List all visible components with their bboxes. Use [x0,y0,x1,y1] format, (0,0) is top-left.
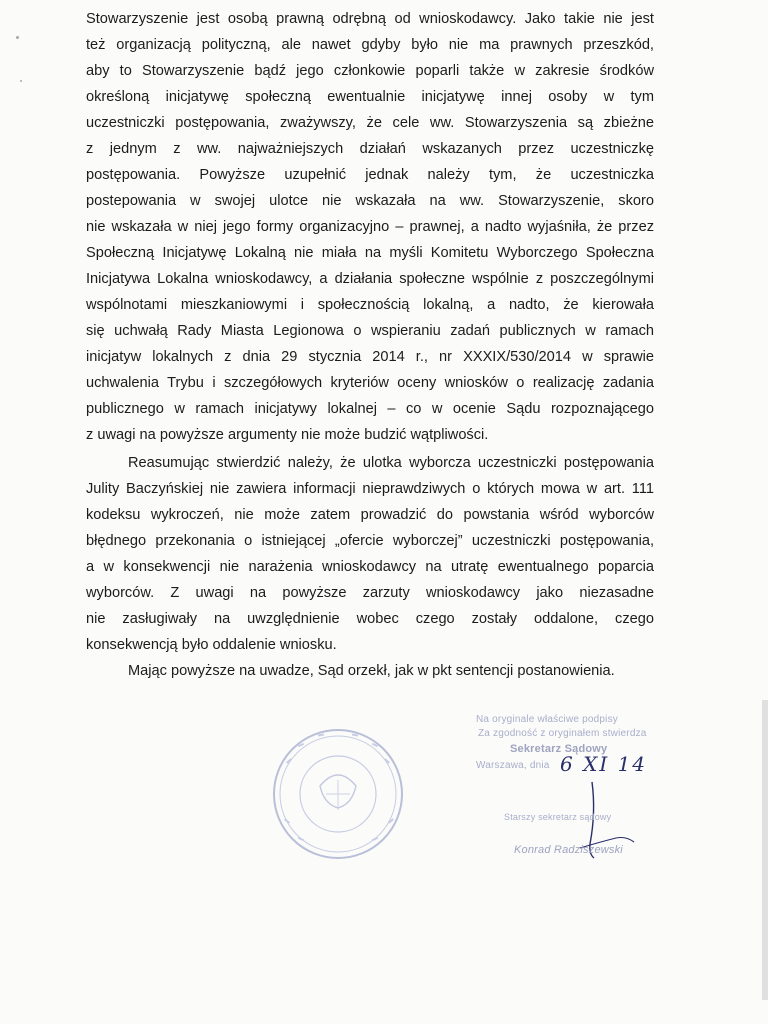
text-line: nie zasługiwały na uwzględnienie wobec czego zostały oddalone, czego [86,611,654,627]
text-line: Stowarzyszenie jest osobą prawną odrębną od wnioskodawcy. Jako takie nie jest [86,11,654,27]
text-line: Mając powyższe na uwadze, Sąd orzekł, jak w pkt sentencji postanowienia. [128,663,615,679]
text-line: też organizacją polityczną, ale nawet gdyby było nie ma prawnych przeszkód, [86,37,654,53]
text-line: błędnego przekonania o istniejącej „ofercie wyborczej” uczestniczki postępowania, [86,533,654,549]
certification-stamp [470,712,690,872]
text-line: nie wskazała w niej jego formy organizacyjno – prawnej, a nadto wyjaśniła, że przez [86,219,654,235]
text-line: uczestniczki postępowania, zważywszy, że cele ww. Stowarzyszenia są zbieżne [86,115,654,131]
text-line: z uwagi na powyższe argumenty nie może budzić wątpliwości. [86,427,489,443]
stamp-line: Za zgodność z oryginałem stwierdza [478,728,647,739]
scan-edge-shadow [762,700,768,1000]
text-line: konsekwencją było oddalenie wniosku. [86,637,337,653]
text-line: inicjatyw lokalnych z dnia 29 stycznia 2014 r., nr XXXIX/530/2014 w sprawie [86,349,654,365]
scan-speck [16,36,19,39]
text-line: aby to Stowarzyszenie bądź jego członkowie poparli także w zakresie środków [86,63,654,79]
stamp-line: Konrad Radziszewski [514,844,623,856]
text-line: postepowania w swojej ulotce nie wskazała na ww. Stowarzyszenie, skoro [86,193,654,209]
handwritten-date: 6 XI 14 [560,752,648,776]
text-line: Społeczną Inicjatywę Lokalną nie miała na myśli Komitetu Wyborczego Społeczna [86,245,654,261]
text-line: uchwalenia Trybu i szczegółowych kryteriów oceny wniosków o realizację zadania [86,375,654,391]
text-line: Reasumując stwierdzić należy, że ulotka wyborcza uczestniczki postępowania [128,455,654,471]
text-line: Inicjatywa Lokalna wnioskodawcy, a działania społeczne wspólnie z poszczególnymi [86,271,654,287]
court-seal-icon [268,724,408,864]
text-line: a w konsekwencji nie narażenia wnioskodawcy na utratę ewentualnego poparcia [86,559,654,575]
text-line: się uchwałą Rady Miasta Legionowa o wspieraniu zadań publicznych w ramach [86,323,654,339]
text-line: kodeksu wykroczeń, nie może zatem prowadzić do powstania wśród wyborców [86,507,654,523]
stamp-line: Starszy sekretarz sądowy [504,812,612,822]
text-line: postępowania. Powyższe uzupełnić jednak należy tym, że uczestniczka [86,167,654,183]
text-line: z jednym z ww. najważniejszych działań wskazanych przez uczestniczkę [86,141,654,157]
scan-speck [20,80,22,82]
stamp-line: Warszawa, dnia [476,760,550,771]
text-line: wyborców. Z uwagi na powyższe zarzuty wnioskodawcy jako niezasadne [86,585,654,601]
text-line: publicznego w ramach inicjatywy lokalnej – co w ocenie Sądu rozpoznającego [86,401,654,417]
stamp-line: Sekretarz Sądowy [510,743,608,755]
stamp-line: Na oryginale właściwe podpisy [476,714,618,725]
text-line: określoną inicjatywę społeczną ewentualnie inicjatywę innej osoby w tym [86,89,654,105]
text-line: Julity Baczyńskiej nie zawiera informacji nieprawdziwych o których mowa w art. 111 [86,481,654,497]
text-line: wspólnotami mieszkaniowymi i społecznością lokalną, a nadto, że kierowała [86,297,654,313]
